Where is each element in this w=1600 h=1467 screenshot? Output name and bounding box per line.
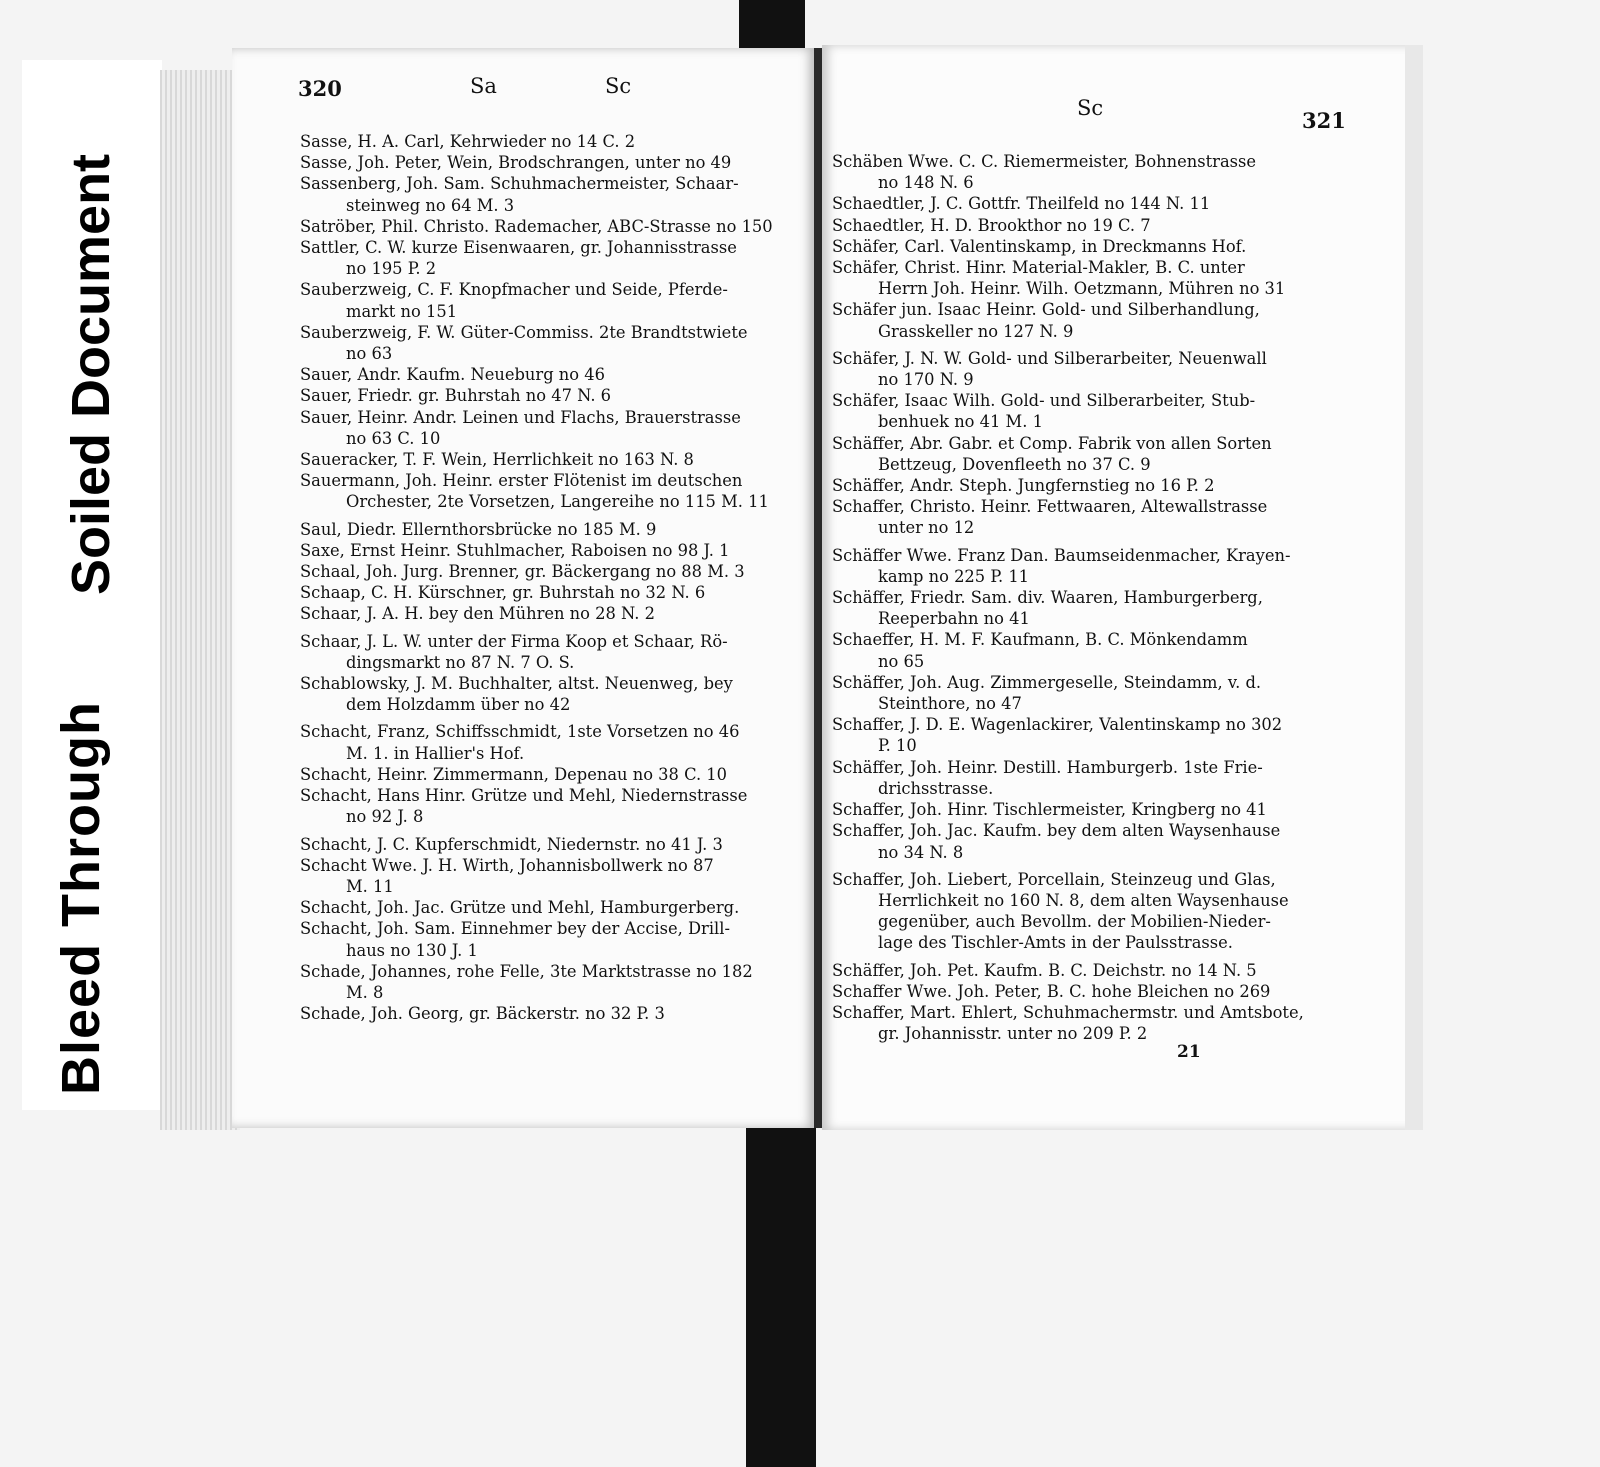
entry-line: Schacht, Hans Hinr. Grütze und Mehl, Niedernstrasse [300,786,748,806]
entry-line: Sauberzweig, C. F. Knopfmacher und Seide, Pferde- [300,280,728,300]
entry-continuation: P. 10 [878,736,917,756]
entry-line: Schacht, Joh. Sam. Einnehmer bey der Accise, Drill- [300,919,730,939]
entry-line: Schäffer, Joh. Aug. Zimmergeselle, Steindamm, v. d. [832,672,1262,692]
entry-line: Sasse, Joh. Peter, Wein, Brodschrangen, unter no 49 [300,153,732,173]
entry-continuation: Orchester, 2te Vorsetzen, Langereihe no 115 M. 11 [346,492,769,512]
entry-continuation: drichsstrasse. [878,778,994,798]
entry-line: Schacht, Joh. Jac. Grütze und Mehl, Hamburgerberg. [300,898,740,918]
entry-line: Schade, Joh. Georg, gr. Bäckerstr. no 32 P. 3 [300,1004,665,1024]
entry-line: Schäffer, Joh. Pet. Kaufm. B. C. Deichstr. no 14 N. 5 [832,960,1257,980]
entry-continuation: no 63 C. 10 [346,428,441,448]
entry-line: Schaedtler, H. D. Brookthor no 19 C. 7 [832,215,1151,235]
entry-line: Schablowsky, J. M. Buchhalter, altst. Neuenweg, bey [300,674,733,694]
right-header: Sc [1077,96,1104,120]
entry-line: Sauer, Andr. Kaufm. Neueburg no 46 [300,365,605,385]
entry-line: Schäffer, Friedr. Sam. div. Waaren, Hamburgerberg, [832,588,1263,608]
entry-line: Schaedtler, J. C. Gottfr. Theilfeld no 144 N. 11 [832,194,1211,214]
page-edges-left [160,70,240,1130]
entry-line: Sauer, Friedr. gr. Buhrstah no 47 N. 6 [300,386,612,406]
entry-continuation: Reeperbahn no 41 [878,609,1030,629]
entry-line: Schaap, C. H. Kürschner, gr. Buhrstah no 32 N. 6 [300,583,706,603]
entry-line: Schäfer, Christ. Hinr. Material-Makler, B. C. unter [832,258,1245,278]
entry-continuation: steinweg no 64 M. 3 [346,195,515,215]
entry-continuation: markt no 151 [346,301,458,321]
entry-continuation: no 92 J. 8 [346,807,424,827]
left-page-number: 320 [298,76,342,101]
entry-line: Schaffer, Joh. Hinr. Tischlermeister, Kringberg no 41 [832,800,1267,820]
book-gutter [814,48,822,1128]
entry-line: Sattler, C. W. kurze Eisenwaaren, gr. Johannisstrasse [300,238,737,258]
left-entries [302,131,807,1024]
entry-continuation: no 65 [878,651,925,671]
entry-continuation: dem Holzdamm über no 42 [346,695,571,715]
entry-continuation: unter no 12 [878,518,975,538]
entry-continuation: M. 8 [346,982,384,1002]
entry-continuation: no 34 N. 8 [878,842,964,862]
entry-continuation: dingsmarkt no 87 N. 7 O. S. [346,652,575,672]
entry-continuation: gegenüber, auch Bevollm. der Mobilien-Nieder- [878,912,1271,932]
entry-line: Satröber, Phil. Christo. Rademacher, ABC-Strasse no 150 [300,216,773,236]
entry-line: Sasse, H. A. Carl, Kehrwieder no 14 C. 2 [300,132,636,151]
entry-line: Saul, Diedr. Ellernthorsbrücke no 185 M. 9 [300,519,657,539]
entry-continuation: haus no 130 J. 1 [346,940,478,960]
entry-line: Sauermann, Joh. Heinr. erster Flötenist im deutschen [300,471,743,491]
scanner-bar-top [739,0,805,50]
entry-line: Schaar, J. L. W. unter der Firma Koop et Schaar, Rö- [300,631,728,651]
entry-continuation: lage des Tischler-Amts in der Paulsstrasse. [878,933,1233,953]
left-header-a: Sa [470,74,497,98]
entry-line: Saueracker, T. F. Wein, Herrlichkeit no 163 N. 8 [300,450,694,470]
page-edge-right [1405,45,1423,1130]
entry-continuation: benhuek no 41 M. 1 [878,412,1043,432]
entry-line: Schaar, J. A. H. bey den Mühren no 28 N. 2 [300,604,655,624]
entry-continuation: gr. Johannisstr. unter no 209 P. 2 [878,1024,1148,1044]
bleed-through-stamp: Bleed Through [51,701,111,1095]
entry-continuation: Grasskeller no 127 N. 9 [878,321,1074,341]
soiled-document-stamp: Soiled Document [61,153,121,595]
entry-continuation: Herrn Joh. Heinr. Wilh. Oetzmann, Mühren no 31 [878,279,1286,299]
left-header-b: Sc [605,74,632,98]
entry-line: Sassenberg, Joh. Sam. Schuhmachermeister, Schaar- [300,174,739,194]
entry-continuation: Herrlichkeit no 160 N. 8, dem alten Waysenhause [878,890,1289,910]
entry-continuation: Bettzeug, Dovenfleeth no 37 C. 9 [878,454,1151,474]
entry-line: Schacht, Heinr. Zimmermann, Depenau no 38 C. 10 [300,764,728,784]
entry-line: Schäffer, Abr. Gabr. et Comp. Fabrik von allen Sorten [832,433,1272,453]
entry-line: Schaffer, Joh. Jac. Kaufm. bey dem alten Waysenhause [832,821,1281,841]
entry-line: Schaffer, Christo. Heinr. Fettwaaren, Altewallstrasse [832,497,1268,517]
entry-line: Schaffer Wwe. Joh. Peter, B. C. hohe Bleichen no 269 [832,981,1271,1001]
entry-continuation: no 148 N. 6 [878,173,974,193]
entry-line: Schäben Wwe. C. C. Riemermeister, Bohnenstrasse [832,152,1257,171]
entry-line: Schaffer, J. D. E. Wagenlackirer, Valentinskamp no 302 [832,715,1283,735]
entry-continuation: no 170 N. 9 [878,370,974,390]
entry-continuation: M. 11 [346,876,394,896]
signature-mark: 21 [1177,1042,1201,1062]
entry-line: Schaffer, Mart. Ehlert, Schuhmachermstr. und Amtsbote, [832,1002,1304,1022]
entry-continuation: no 195 P. 2 [346,259,437,279]
right-page-number: 321 [1302,108,1346,133]
entry-continuation: no 63 [346,344,393,364]
entry-continuation: Steinthore, no 47 [878,694,1022,714]
entry-line: Schäffer, Joh. Heinr. Destill. Hamburgerb. 1ste Frie- [832,757,1263,777]
entry-line: Schäfer, Carl. Valentinskamp, in Dreckmanns Hof. [832,236,1247,256]
entry-line: Saxe, Ernst Heinr. Stuhlmacher, Raboisen no 98 J. 1 [300,540,730,560]
entry-line: Schacht Wwe. J. H. Wirth, Johannisbollwerk no 87 [300,855,714,875]
entry-line: Sauer, Heinr. Andr. Leinen und Flachs, Brauerstrasse [300,407,741,427]
right-entries [834,151,1344,1044]
entry-continuation: M. 1. in Hallier's Hof. [346,743,525,763]
entry-line: Sauberzweig, F. W. Güter-Commiss. 2te Brandtstwiete [300,322,748,342]
entry-line: Schäfer jun. Isaac Heinr. Gold- und Silberhandlung, [832,300,1260,320]
entry-line: Schäfer, J. N. W. Gold- und Silberarbeiter, Neuenwall [832,348,1267,368]
entry-line: Schäfer, Isaac Wilh. Gold- und Silberarbeiter, Stub- [832,391,1256,411]
entry-line: Schacht, Franz, Schiffsschmidt, 1ste Vorsetzen no 46 [300,722,740,742]
entry-line: Schacht, J. C. Kupferschmidt, Niedernstr. no 41 J. 3 [300,834,723,854]
scanner-bar-bottom [746,1122,816,1467]
entry-line: Schäffer, Andr. Steph. Jungfernstieg no 16 P. 2 [832,476,1215,496]
entry-line: Schaeffer, H. M. F. Kaufmann, B. C. Mönkendamm [832,630,1248,650]
entry-line: Schaffer, Joh. Liebert, Porcellain, Steinzeug und Glas, [832,869,1276,889]
entry-line: Schade, Johannes, rohe Felle, 3te Marktstrasse no 182 [300,961,753,981]
entry-line: Schäffer Wwe. Franz Dan. Baumseidenmacher, Krayen- [832,545,1291,565]
entry-line: Schaal, Joh. Jurg. Brenner, gr. Bäckergang no 88 M. 3 [300,562,745,582]
entry-continuation: kamp no 225 P. 11 [878,566,1030,586]
